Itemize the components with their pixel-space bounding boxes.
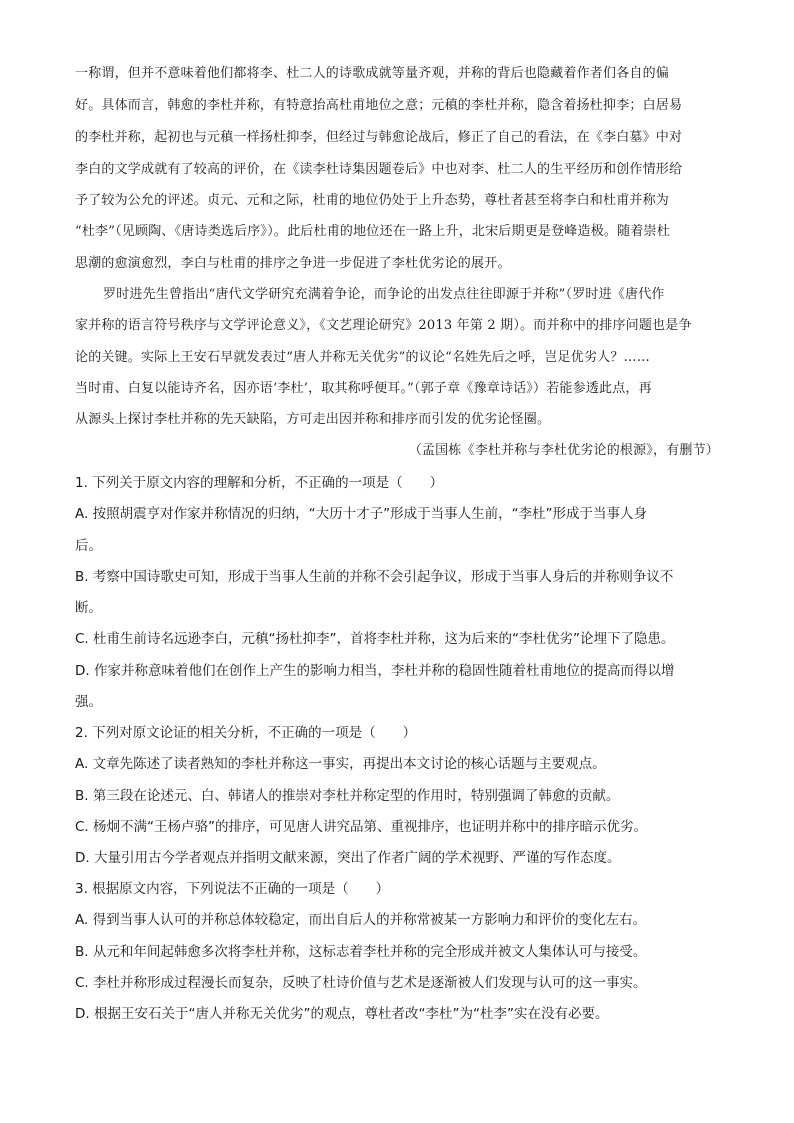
passage-line: 好。具体而言，韩愈的李杜并称，有特意抬高杜甫地位之意；元稹的李杜并称，隐含着扬杜抑李；白居易 [75, 98, 683, 113]
question-stem: 2. 下列对原文论证的相关分析，不正确的一项是（ ） [75, 725, 417, 741]
passage-line: “杜李”（见顾陶、《唐诗类选后序》）。此后杜甫的地位还在一路上升，北宋后期更是登峰造极。随着崇杜 [75, 224, 670, 239]
passage-line: 从源头上探讨李杜并称的先天缺陷，方可走出因并称和排序而引发的优劣论怪圈。 [75, 412, 551, 427]
option-text: 断。 [75, 600, 102, 616]
question-stem: 1. 下列关于原文内容的理解和分析，不正确的一项是（ ） [75, 475, 444, 491]
option-d[interactable]: D. 大量引用古今学者观点并指明文献来源，突出了作者广阔的学术视野、严谨的写作态度。 [75, 850, 621, 866]
option-a[interactable]: A. 得到当事人认可的并称总体较稳定，而出自后人的并称常被某一方影响力和评价的变化左右。 [75, 912, 647, 928]
option-c[interactable]: C. 李杜并称形成过程漫长而复杂，反映了杜诗价值与艺术是逐渐被人们发现与认可的这一事实。 [75, 975, 647, 991]
option-text: C. 杜甫生前诗名远逊李白，元稹“扬杜抑李”，首将李杜并称，这为后来的“李杜优劣”论埋下了隐患。 [75, 631, 675, 647]
option-text: A. 按照胡震亨对作家并称情况的归纳，“大历十才子”形成于当事人生前，“李杜”形成于当事人身 [75, 506, 648, 522]
question-stem: 3. 根据原文内容，下列说法不正确的一项是（ ） [75, 881, 390, 897]
passage-line: 李白的文学成就有了较高的评价，在《读李杜诗集因题卷后》中也对李、杜二人的生平经历和创作情形给 [75, 162, 683, 177]
passage-line: 一称谓，但并不意味着他们都将李、杜二人的诗歌成就等量齐观，并称的背后也隐藏着作者们各自的偏 [75, 66, 670, 81]
option-a[interactable]: A. 文章先陈述了读者熟知的李杜并称这一事实，再提出本文讨论的核心话题与主要观点。 [75, 756, 606, 772]
option-text: 强。 [75, 694, 102, 710]
passage-line: 思潮的愈演愈烈，李白与杜甫的排序之争进一步促进了李杜优劣论的展开。 [75, 256, 511, 271]
option-b[interactable]: B. 从元和年间起韩愈多次将李杜并称，这标志着李杜并称的完全形成并被文人集体认可与接受。 [75, 944, 647, 960]
passage-line: 论的关键。实际上王安石早就发表过“唐人并称无关优劣”的议论“名姓先后之呼，岂足优劣人？…… [75, 350, 650, 365]
passage-source: （孟国栋《李杜并称与李杜优劣论的根源》，有删节） [408, 443, 719, 458]
passage-line: 的李杜并称，起初也与元稹一样扬杜抑李，但经过与韩愈论战后，修正了自己的看法，在《李白墓》中对 [75, 130, 683, 145]
passage-line: 家并称的语言符号秩序与文学评论意义》，《文艺理论研究》2013 年第 2 期）。而并称中的排序问题也是争 [75, 318, 692, 333]
option-c[interactable]: C. 杨炯不满“王杨卢骆”的排序，可见唐人讲究品第、重视排序，也证明并称中的排序暗示优劣。 [75, 819, 647, 835]
option-d[interactable]: D. 根据王安石关于“唐人并称无关优劣”的观点，尊杜者改“李杜”为“杜李”实在没有必要。 [75, 1006, 609, 1022]
passage-line: 予了较为公允的评述。贞元、元和之际，杜甫的地位仍处于上升态势，尊杜者甚至将李白和杜甫并称为 [75, 193, 670, 208]
option-text: D. 作家并称意味着他们在创作上产生的影响力相当，李杜并称的稳固性随着杜甫地位的提高而得以增 [75, 663, 675, 679]
option-text: 后。 [75, 538, 102, 554]
option-b[interactable]: B. 第三段在论述元、白、韩诸人的推崇对李杜并称定型的作用时，特别强调了韩愈的贡献。 [75, 788, 620, 804]
passage-line: 当时甫、白复以能诗齐名，因亦语‘李杜’，取其称呼便耳。”（郭子章《豫章诗话》）若能参透此点，再 [75, 381, 652, 396]
option-text: B. 考察中国诗歌史可知，形成于当事人生前的并称不会引起争议，形成于当事人身后的并称则争议不 [75, 569, 674, 585]
passage-line: 罗时进先生曾指出“唐代文学研究充满着争论，而争论的出发点往往即源于并称”（罗时进《唐代作 [103, 287, 665, 302]
